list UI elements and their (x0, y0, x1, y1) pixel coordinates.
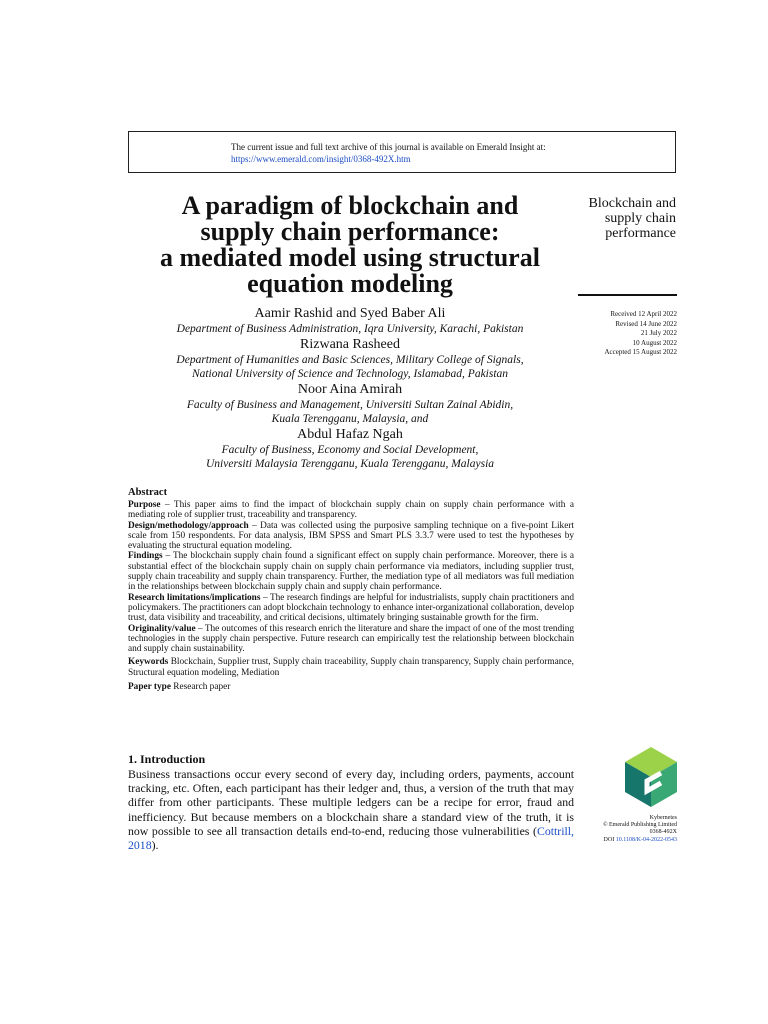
article-history (560, 310, 677, 358)
abstract-findings: Findings – The blockchain supply chain found a significant effect on supply chain performance. Moreover, there is a substantial effect of the blockchain supply chain on supply chain performance via mediators, including supplier trust, supply chain traceability and supply chain transparency. Further, the mediation type of all mediators was full mediation in the relationships between blockchain supply chain and supply chain performance. (128, 551, 574, 593)
history-revised: Revised 14 June 2022 (615, 319, 677, 328)
section-heading: 1. Introduction (128, 752, 206, 766)
abstract-purpose: Purpose – This paper aims to find the impact of blockchain supply chain on supply chain performance with a mediating role of supplier trust, traceability and transparency. (128, 500, 574, 521)
history-revised: 10 August 2022 (632, 338, 677, 347)
affiliation: Department of Humanities and Basic Sciences, Military College of Signals, (176, 354, 524, 366)
abstract-limitations: Research limitations/implications – The research findings are helpful for industrialists, supply chain practitioners and policymakers. The practitioners can adopt blockchain technology to enhance inter-organizational collaboration, develop trust, data visibility and traceability, and critical decisions, ultimately bringing sustainable growth for the firm. (128, 592, 574, 624)
journal-name: Kybernetes (649, 815, 677, 821)
title-line: supply chain performance: (200, 217, 500, 246)
issn: 0368-492X (649, 829, 677, 836)
author-name: Noor Aina Amirah (297, 382, 403, 397)
intro-paragraph: Business transactions occur every second of every day, including orders, payments, account tracking, etc. Often, each participant has their ledger and, thus, a version of the truth that may differ from other participants. These multiple ledgers can be a recipe for error, fraud and inefficiency. But because members on a blockchain share a standard view of the truth, it is now possible to see all transaction details end-to-end, reducing those vulnerabilities (Cottrill, 2018). (128, 767, 574, 853)
journal-notice-box (128, 131, 676, 173)
affiliation: Department of Business Administration, Iqra University, Karachi, Pakistan (176, 323, 524, 335)
author-name: Aamir Rashid and Syed Baber Ali (254, 306, 446, 321)
affiliation: Faculty of Business, Economy and Social Development, (221, 444, 479, 456)
introduction-section (128, 752, 574, 852)
running-head: Blockchain and supply chain performance (588, 196, 676, 241)
author-name: Abdul Hafaz Ngah (297, 427, 403, 442)
abstract-design: Design/methodology/approach – Data was collected using the purposive sampling technique on a five-point Likert scale from 150 respondents. For data analysis, IBM SPSS and Smart PLS 3.3.7 were used to test the hypotheses by evaluating the structural equation modeling. (128, 520, 574, 552)
title-line: equation modeling (247, 269, 453, 298)
doi-link[interactable]: 10.1108/K-04-2022-0543 (615, 836, 677, 843)
publication-info (560, 815, 677, 844)
author-block (128, 305, 572, 471)
publisher-logo-icon (625, 747, 677, 807)
abstract-originality: Originality/value – The outcomes of this research enrich the literature and share the impact of one of the most trending technologies in the supply chain perspective. Future research can empirically test the relationship between blockchain and supply chain sustainability. (128, 623, 574, 655)
citation-link[interactable]: Cottrill, 2018 (128, 823, 574, 853)
journal-notice (231, 141, 546, 165)
affiliation: National University of Science and Technology, Islamabad, Pakistan (191, 368, 509, 380)
paper-type: Paper type Research paper (128, 682, 231, 693)
keywords: Keywords Blockchain, Supplier trust, Supply chain traceability, Supply chain transparency, Supply chain performance, Structural equation modeling, Mediation (128, 657, 574, 678)
affiliation: Kuala Terengganu, Malaysia, and (271, 413, 429, 425)
title-line: a mediated model using structural (160, 243, 540, 272)
running-head-rule (578, 294, 677, 296)
history-received: Received 12 April 2022 (610, 310, 677, 318)
affiliation: Faculty of Business and Management, Universiti Sultan Zainal Abidin, (186, 399, 514, 411)
author-name: Rizwana Rasheed (300, 337, 400, 352)
paper-title (128, 193, 572, 297)
abstract (128, 486, 574, 692)
title-line: A paradigm of blockchain and (181, 191, 519, 220)
notice-line: The current issue and full text archive of this journal is available on Emerald Insight at: (231, 142, 546, 152)
publisher: © Emerald Publishing Limited (602, 822, 677, 829)
history-accepted: Accepted 15 August 2022 (604, 348, 677, 356)
journal-url-link[interactable]: https://www.emerald.com/insight/0368-492X.htm (231, 154, 411, 164)
doi: DOI 10.1108/K-04-2022-0543 (603, 836, 677, 843)
abstract-heading: Abstract (128, 487, 168, 498)
affiliation: Universiti Malaysia Terengganu, Kuala Terengganu, Malaysia (205, 458, 495, 470)
history-revised: 21 July 2022 (640, 329, 677, 337)
